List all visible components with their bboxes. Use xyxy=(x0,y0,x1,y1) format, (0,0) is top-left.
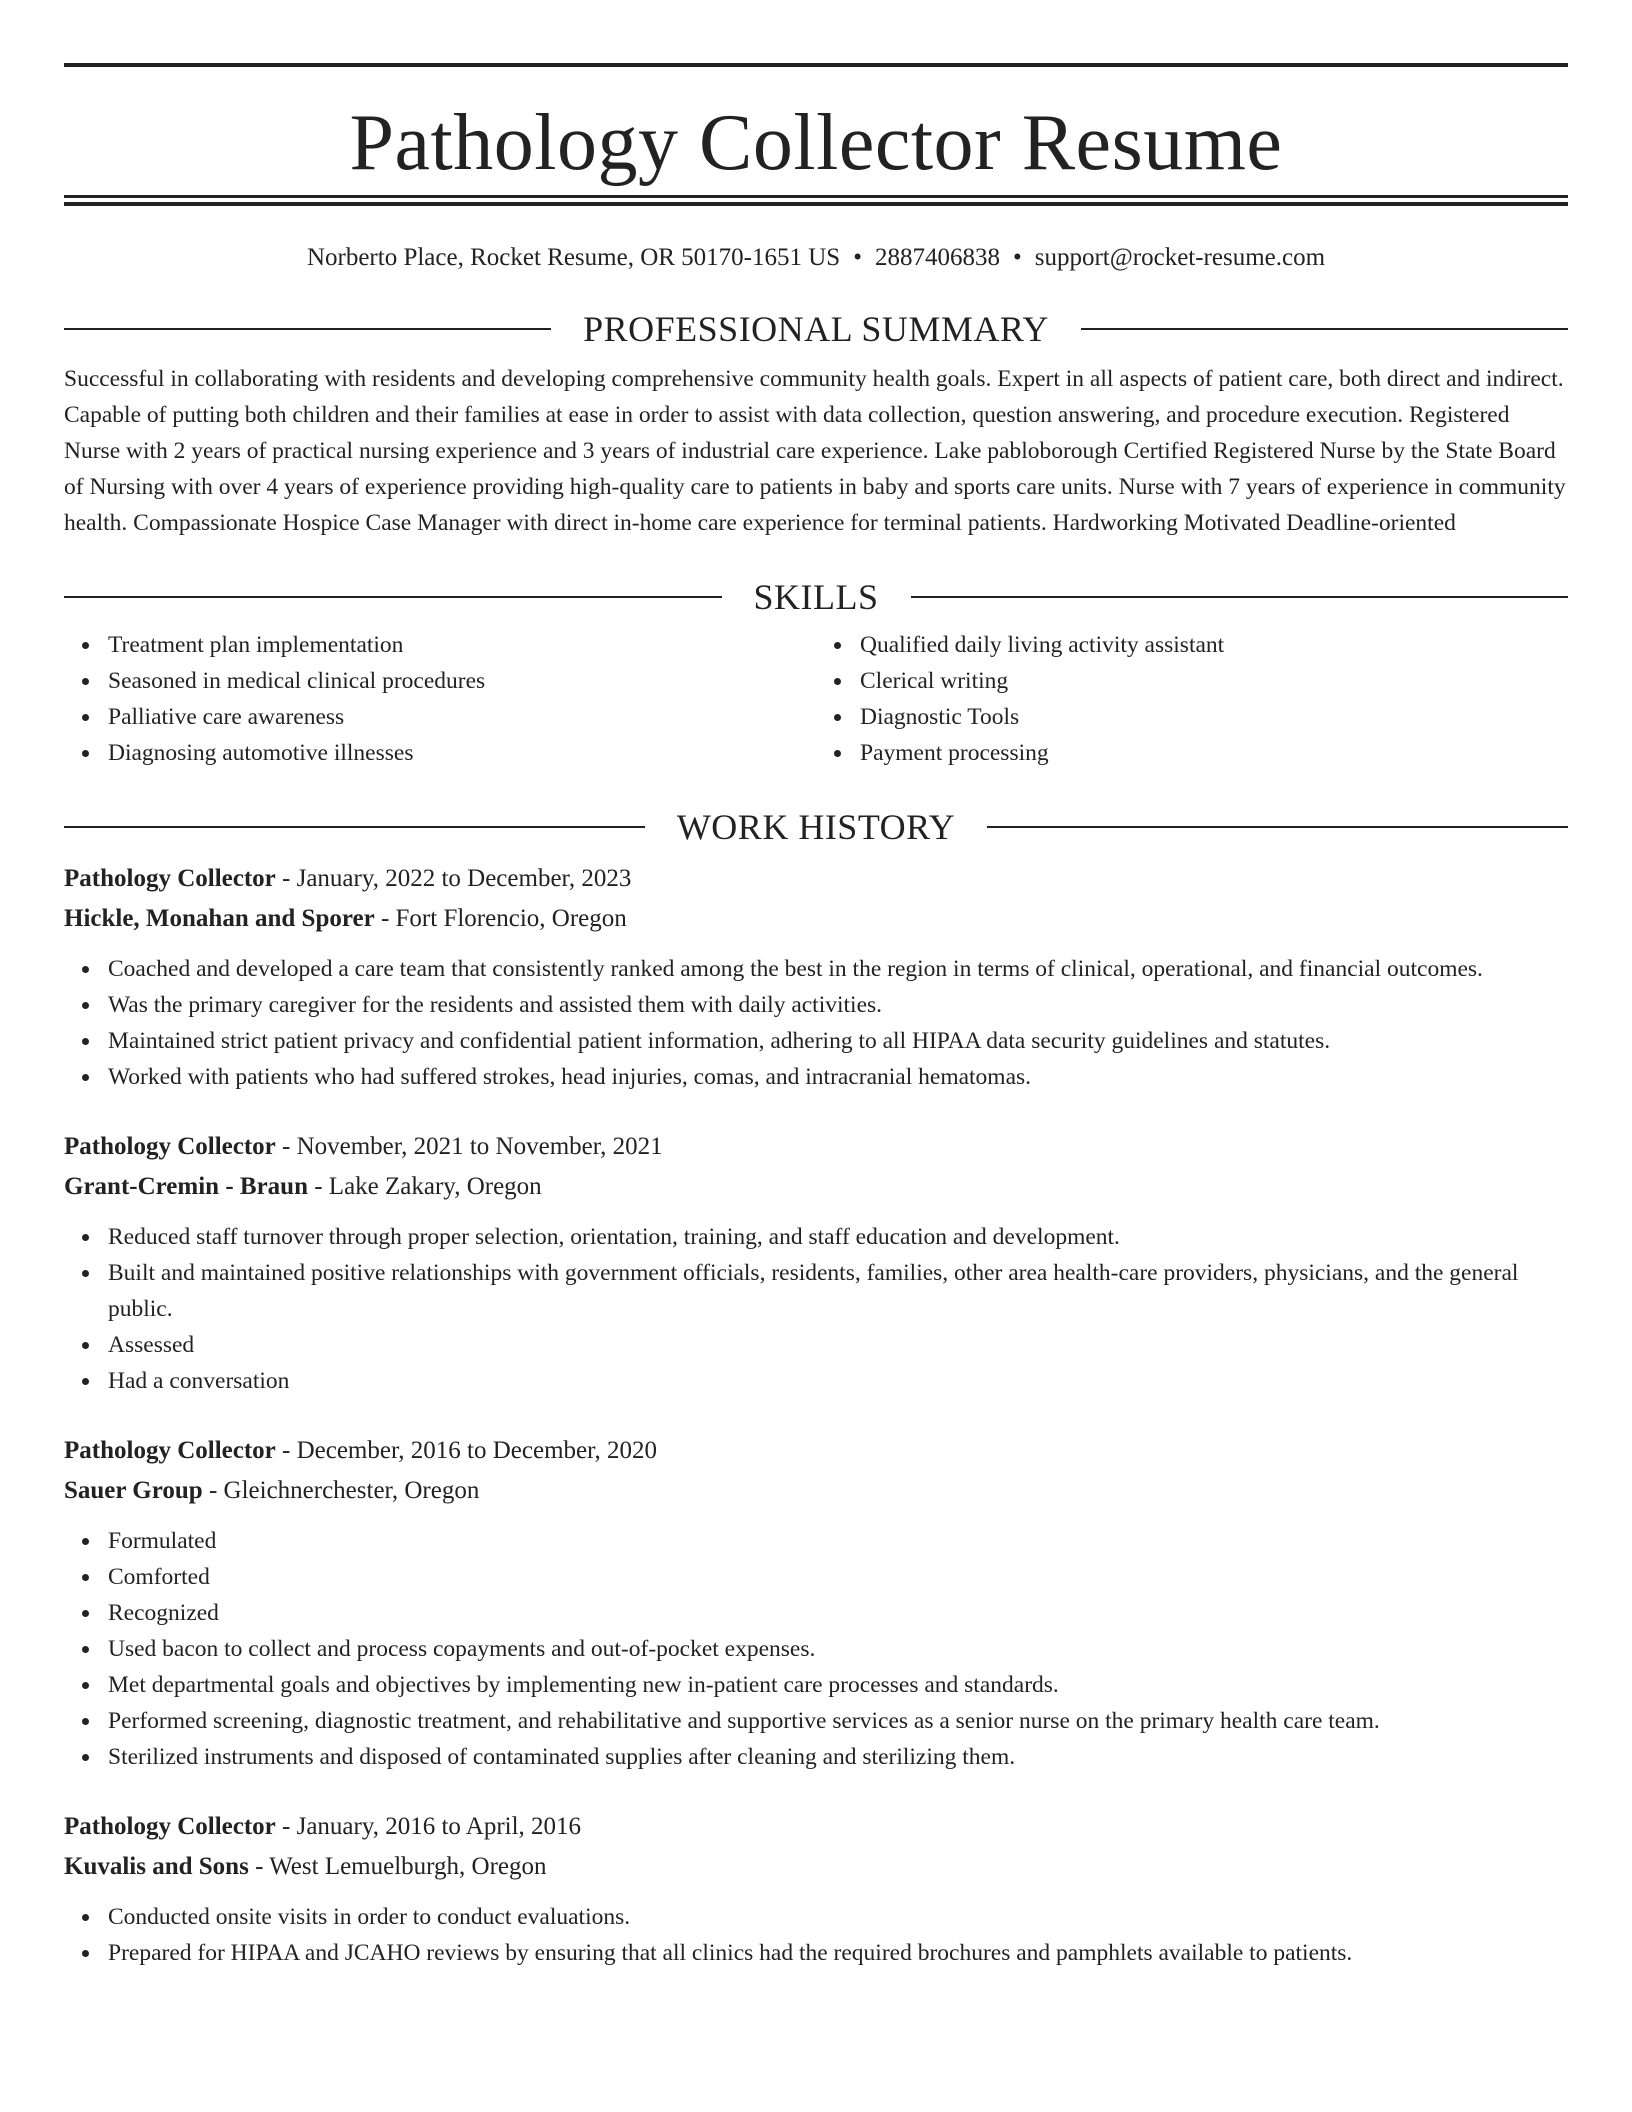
job-title-line xyxy=(64,1127,1568,1167)
contact-email: support@rocket-resume.com xyxy=(1034,244,1326,271)
job-company-line xyxy=(64,899,1568,939)
job-bullet: Had a conversation xyxy=(108,1363,1568,1399)
skill-item: Clerical writing xyxy=(860,663,1568,699)
job-bullet: Recognized xyxy=(108,1595,1568,1631)
job-bullet: Assessed xyxy=(108,1327,1568,1363)
job-location: - Fort Florencio, Oregon xyxy=(374,905,627,932)
divider-line xyxy=(64,596,722,598)
divider-line xyxy=(987,826,1568,828)
job-location: - Lake Zakary, Oregon xyxy=(307,1173,542,1200)
contact-separator: • xyxy=(853,244,862,271)
job-bullet: Maintained strict patient privacy and confidential patient information, adhering to all HIPAA data security guidelines and statutes. xyxy=(108,1023,1568,1059)
page-title: Pathology Collector Resume xyxy=(349,99,1283,187)
job-bullet: Formulated xyxy=(108,1523,1568,1559)
skill-item: Qualified daily living activity assistant xyxy=(860,627,1568,663)
job-company-line xyxy=(64,1167,1568,1207)
section-title-skills: SKILLS xyxy=(753,577,879,617)
skill-item: Diagnostic Tools xyxy=(860,699,1568,735)
divider-line xyxy=(1081,328,1568,330)
title-double-rule xyxy=(64,195,1568,206)
section-title-work-history: WORK HISTORY xyxy=(676,807,956,847)
job-bullets xyxy=(64,1899,1568,1971)
skill-item: Seasoned in medical clinical procedures xyxy=(108,663,816,699)
job-location: - West Lemuelburgh, Oregon xyxy=(248,1853,547,1880)
section-title-summary: PROFESSIONAL SUMMARY xyxy=(583,309,1049,349)
job-title: Pathology Collector xyxy=(64,1133,276,1160)
contact-separator: • xyxy=(1012,244,1022,271)
job-bullet: Sterilized instruments and disposed of contaminated supplies after cleaning and sterilizing them. xyxy=(108,1739,1568,1775)
summary-text: Successful in collaborating with residents and developing comprehensive community health goals. Expert in all aspects of patient care, both direct and indirect. Capable of putting both children and their families at ease in order to assist with data collection, question answering, and procedure execution. Registered Nurse with 2 years of practical nursing experience and 3 years of industrial care experience. Lake pabloborough Certified Registered Nurse by the State Board of Nursing with over 4 years of experience providing high-quality care to patients in baby and sports care units. Nurse with 7 years of experience in community health. Compassionate Hospice Case Manager with direct in-home care experience for terminal patients. Hardworking Motivated Deadline-oriented xyxy=(64,366,1566,536)
job-bullets xyxy=(64,1219,1568,1399)
section-header-summary xyxy=(64,309,1568,349)
job-bullets xyxy=(64,1523,1568,1775)
divider-line xyxy=(64,328,551,330)
job-dates: - December, 2016 to December, 2020 xyxy=(275,1437,657,1464)
job-bullets xyxy=(64,951,1568,1095)
job-title: Pathology Collector xyxy=(64,865,276,892)
job-company: Kuvalis and Sons xyxy=(64,1853,249,1880)
job-title-line xyxy=(64,1431,1568,1471)
job-entry xyxy=(64,1431,1568,1775)
skill-item: Payment processing xyxy=(860,735,1568,771)
job-title-line xyxy=(64,859,1568,899)
job-bullet: Built and maintained positive relationships with government officials, residents, families, other area health-care providers, physicians, and the general public. xyxy=(108,1255,1568,1327)
job-title: Pathology Collector xyxy=(64,1813,276,1840)
contact-address: Norberto Place, Rocket Resume, OR 50170-1651 US xyxy=(306,244,841,271)
job-dates: - January, 2022 to December, 2023 xyxy=(275,865,632,892)
job-bullet: Coached and developed a care team that consistently ranked among the best in the region in terms of clinical, operational, and financial outcomes. xyxy=(108,951,1568,987)
skill-item: Palliative care awareness xyxy=(108,699,816,735)
job-entry xyxy=(64,1127,1568,1399)
job-bullet: Reduced staff turnover through proper selection, orientation, training, and staff education and development. xyxy=(108,1219,1568,1255)
job-bullet: Was the primary caregiver for the residents and assisted them with daily activities. xyxy=(108,987,1568,1023)
job-bullet: Performed screening, diagnostic treatment, and rehabilitative and supportive services as a senior nurse on the primary health care team. xyxy=(108,1703,1568,1739)
skills-list-right xyxy=(816,627,1568,771)
job-bullet: Comforted xyxy=(108,1559,1568,1595)
divider-line xyxy=(64,826,645,828)
job-title-line xyxy=(64,1807,1568,1847)
job-company: Grant-Cremin - Braun xyxy=(64,1173,308,1200)
job-company-line xyxy=(64,1847,1568,1887)
job-bullet: Met departmental goals and objectives by implementing new in-patient care processes and standards. xyxy=(108,1667,1568,1703)
job-dates: - January, 2016 to April, 2016 xyxy=(275,1813,582,1840)
skill-item: Treatment plan implementation xyxy=(108,627,816,663)
contact-line xyxy=(64,243,1568,273)
skills-list-left xyxy=(64,627,816,771)
divider-line xyxy=(911,596,1569,598)
job-company: Sauer Group xyxy=(64,1477,203,1504)
job-bullet: Conducted onsite visits in order to conduct evaluations. xyxy=(108,1899,1568,1935)
job-company-line xyxy=(64,1471,1568,1511)
job-bullet: Used bacon to collect and process copayments and out-of-pocket expenses. xyxy=(108,1631,1568,1667)
job-entry xyxy=(64,1807,1568,1971)
job-entry xyxy=(64,859,1568,1095)
job-location: - Gleichnerchester, Oregon xyxy=(202,1477,480,1504)
skill-item: Diagnosing automotive illnesses xyxy=(108,735,816,771)
job-company: Hickle, Monahan and Sporer xyxy=(64,905,375,932)
job-bullet: Prepared for HIPAA and JCAHO reviews by ensuring that all clinics had the required brochures and pamphlets available to patients. xyxy=(108,1935,1568,1971)
job-title: Pathology Collector xyxy=(64,1437,276,1464)
skills-columns xyxy=(64,627,1568,771)
section-header-skills xyxy=(64,577,1568,617)
top-rule xyxy=(64,63,1568,67)
job-dates: - November, 2021 to November, 2021 xyxy=(275,1133,663,1160)
job-bullet: Worked with patients who had suffered strokes, head injuries, comas, and intracranial hematomas. xyxy=(108,1059,1568,1095)
contact-phone: 2887406838 xyxy=(874,244,1000,271)
section-header-work-history xyxy=(64,807,1568,847)
